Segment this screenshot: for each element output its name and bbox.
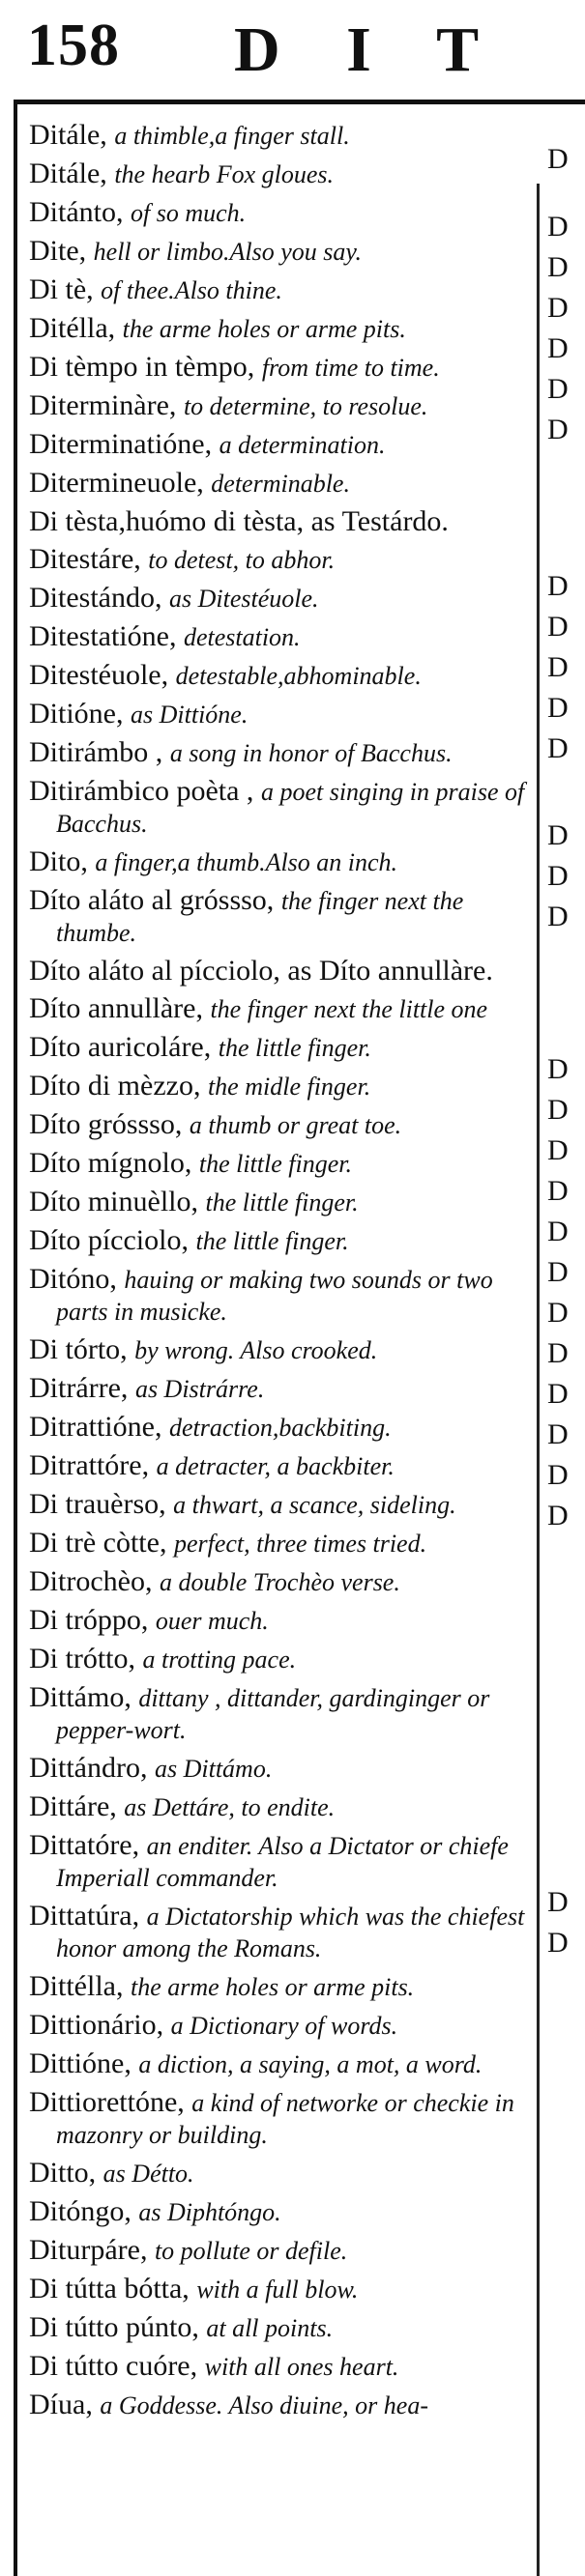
entry-headword: Ditestéuole,: [29, 659, 169, 691]
entry-headword: Ditále,: [29, 157, 107, 189]
entry-definition: hell or limbo.Also you say.: [93, 238, 362, 266]
entry-headword: Diturpáre,: [29, 2234, 148, 2266]
entry-definition: as Dittámo.: [154, 1755, 273, 1783]
entry-headword: Di tórto,: [29, 1333, 128, 1365]
dictionary-entry: [29, 1148, 530, 1180]
edge-letter: D: [547, 819, 569, 851]
entry-definition: to pollute or defile.: [154, 2237, 348, 2265]
dictionary-entry: [29, 313, 530, 345]
dictionary-entry: [29, 737, 530, 769]
entry-definition: determinable.: [211, 470, 350, 498]
entry-headword: Díto auricoláre,: [29, 1031, 212, 1063]
entry-headword: Dittióne,: [29, 2047, 132, 2079]
entry-definition: detraction,backbiting.: [168, 1414, 392, 1442]
entry-headword: Di trótto,: [29, 1643, 135, 1674]
edge-letter: D: [547, 570, 569, 602]
entry-definition: an enditer. Also a Dictator or chiefe Imperiall commander.: [56, 1832, 509, 1892]
running-head: D I T: [234, 14, 505, 85]
entry-definition: as Dettáre, to endite.: [124, 1793, 336, 1821]
entry-definition: a trotting pace.: [142, 1646, 297, 1674]
entry-headword: Di tèmpo in tèmpo,: [29, 351, 255, 383]
dictionary-entry: [29, 1264, 530, 1328]
entry-headword: Di tútto cuóre,: [29, 2350, 198, 2382]
dictionary-entry: [29, 1489, 530, 1521]
dictionary-entry: [29, 2048, 530, 2080]
entry-definition: the arme holes or arme pits.: [130, 1973, 415, 2001]
dictionary-entry: [29, 2196, 530, 2228]
entry-headword: Ditále,: [29, 119, 107, 151]
dictionary-entry: [29, 1225, 530, 1257]
entry-definition: a poet singing in praise of Bacchus.: [56, 778, 525, 838]
dictionary-entry: [29, 2351, 530, 2383]
entry-definition: the finger next the little one: [210, 995, 488, 1023]
entry-headword: Díto di mèzzo,: [29, 1070, 201, 1102]
entry-headword: Díto gróssso,: [29, 1108, 183, 1140]
dictionary-entry: [29, 1334, 530, 1366]
header-rule: [14, 100, 585, 104]
dictionary-entry: [29, 352, 530, 384]
entry-definition: a kind of networke or checkie in mazonry or building.: [56, 2089, 514, 2149]
entry-headword: Ditestatióne,: [29, 620, 177, 652]
dictionary-entry: [29, 699, 530, 730]
edge-letter: D: [547, 332, 569, 364]
entry-definition: a Goddesse. Also diuine, or hea-: [100, 2391, 428, 2419]
dictionary-entry: [29, 1412, 530, 1444]
dictionary-entry: [29, 956, 530, 987]
entry-definition: as Diphtóngo.: [138, 2198, 281, 2226]
edge-letter: D: [547, 292, 569, 324]
entry-headword: Díto pícciolo,: [29, 1224, 189, 1256]
entry-headword: Di tè,: [29, 273, 94, 305]
edge-letter: D: [547, 692, 569, 724]
entry-definition: a detracter, a backbiter.: [156, 1452, 395, 1480]
dictionary-entry: [29, 993, 530, 1025]
edge-letter: D: [547, 732, 569, 764]
entry-headword: Di tútta bótta,: [29, 2273, 190, 2304]
dictionary-entry: [29, 197, 530, 229]
entry-definition: to determine, to resolue.: [183, 392, 428, 420]
dictionary-entry: [29, 236, 530, 268]
entry-headword: Díto mígnolo,: [29, 1147, 192, 1179]
entry-headword: Diterminatióne,: [29, 428, 213, 460]
dictionary-entry: [29, 583, 530, 615]
entry-headword: Di tútto púnto,: [29, 2311, 199, 2343]
dictionary-entry: [29, 158, 530, 190]
edge-letter: D: [547, 1459, 569, 1491]
dictionary-entry: [29, 2010, 530, 2042]
entry-headword: Ditióne,: [29, 698, 124, 730]
edge-letter: D: [547, 1337, 569, 1369]
entry-definition: detestable,abhominable.: [175, 662, 422, 690]
edge-letter: D: [547, 1175, 569, 1207]
entry-definition: a diction, a saying, a mot, a word.: [138, 2050, 483, 2078]
entry-definition: ouer much.: [155, 1607, 269, 1635]
dictionary-entry: [29, 1901, 530, 1964]
dictionary-entry: [29, 1644, 530, 1675]
entry-headword: Ditestándo,: [29, 582, 162, 614]
dictionary-entry: [29, 1528, 530, 1560]
dictionary-entry: [29, 2087, 530, 2151]
entry-headword: Dittáre,: [29, 1790, 117, 1822]
entry-definition: the little finger.: [198, 1150, 352, 1178]
dictionary-entry: [29, 885, 530, 949]
edge-letter: D: [547, 1886, 569, 1918]
entry-definition: of thee.Also thine.: [101, 276, 282, 304]
adjacent-column-fragment: [545, 0, 585, 2576]
entry-definition: to detest, to abhor.: [148, 546, 336, 574]
page-number: 158: [27, 13, 120, 78]
entry-headword: Di trauèrso,: [29, 1488, 166, 1520]
edge-letter: D: [547, 1053, 569, 1085]
entry-definition: detestation.: [183, 623, 301, 651]
entry-headword: Dite,: [29, 235, 87, 267]
entry-definition: by wrong. Also crooked.: [134, 1336, 378, 1364]
entry-headword: Ditóngo,: [29, 2195, 132, 2227]
entry-headword: Díto minuèllo,: [29, 1186, 198, 1217]
entry-headword: Dittionário,: [29, 2009, 164, 2041]
dictionary-entry: [29, 2158, 530, 2190]
left-border-rule: [14, 100, 17, 2576]
edge-letter: D: [547, 373, 569, 405]
dictionary-entry: [29, 1791, 530, 1823]
entry-headword: Ditrattóre,: [29, 1449, 150, 1481]
entry-definition: a thwart, a scance, sideling.: [173, 1491, 456, 1519]
entry-headword: Ditóno,: [29, 1263, 117, 1295]
entry-headword: Ditánto,: [29, 196, 124, 228]
dictionary-entry: [29, 1450, 530, 1482]
dictionary-entry: [29, 274, 530, 306]
dictionary-entry: [29, 776, 530, 840]
dictionary-entry: [29, 2312, 530, 2344]
dictionary-entry: [29, 1109, 530, 1141]
entry-definition: a thimble,a finger stall.: [114, 122, 350, 150]
entry-headword: Dittándro,: [29, 1752, 148, 1784]
entry-definition: from time to time.: [261, 354, 440, 382]
entry-list: [29, 120, 530, 2428]
edge-letter: D: [547, 1500, 569, 1531]
entry-headword: Ditirámbico poèta ,: [29, 775, 254, 807]
edge-letter: D: [547, 1256, 569, 1288]
column-divider-rule: [537, 184, 540, 2576]
page-header: [14, 12, 585, 99]
entry-headword: Ditrochèo,: [29, 1565, 153, 1597]
entry-definition: the midle finger.: [207, 1073, 371, 1101]
entry-headword: Díua,: [29, 2389, 93, 2420]
edge-letter: D: [547, 1216, 569, 1247]
dictionary-entry: [29, 390, 530, 422]
entry-definition: as Ditestéuole.: [168, 585, 319, 613]
edge-letter: D: [547, 414, 569, 445]
entry-definition: with all ones heart.: [204, 2353, 399, 2381]
dictionary-entry: [29, 1830, 530, 1894]
entry-definition: as Distrárre.: [134, 1375, 265, 1403]
dictionary-entry: [29, 1971, 530, 2003]
edge-letter: D: [547, 1297, 569, 1329]
edge-letter: D: [547, 611, 569, 643]
dictionary-entry: [29, 2274, 530, 2305]
entry-headword: Dittatúra,: [29, 1900, 140, 1932]
edge-letter: D: [547, 143, 569, 175]
dictionary-entry: [29, 1032, 530, 1064]
entry-headword: Díto aláto al gróssso,: [29, 884, 275, 916]
entry-definition: hauing or making two sounds or two parts in musicke.: [56, 1266, 493, 1326]
entry-headword: Ditestáre,: [29, 543, 141, 575]
entry-definition: of so much.: [131, 199, 247, 227]
entry-headword: Dito,: [29, 845, 88, 877]
entry-headword: Diterminàre,: [29, 389, 177, 421]
edge-letter: D: [547, 651, 569, 683]
entry-headword: Díto aláto al pícciolo, as Díto annullàre.: [29, 955, 493, 987]
dictionary-entry: [29, 429, 530, 461]
dictionary-entry: [29, 2390, 530, 2421]
dictionary-entry: [29, 2235, 530, 2267]
entry-headword: Dittatóre,: [29, 1829, 140, 1861]
entry-definition: as Détto.: [102, 2160, 194, 2188]
entry-headword: Dittiorettóne,: [29, 2086, 185, 2118]
entry-headword: Ditrárre,: [29, 1372, 129, 1404]
entry-definition: a double Trochèo verse.: [159, 1568, 400, 1596]
entry-definition: perfect, three times tried.: [173, 1530, 427, 1558]
entry-headword: Ditélla,: [29, 312, 116, 344]
entry-definition: a Dictatorship which was the chiefest honor among the Romans.: [56, 1903, 525, 1962]
entry-definition: the little finger.: [218, 1034, 371, 1062]
entry-headword: Ditermineuole,: [29, 467, 204, 499]
entry-headword: Dittélla,: [29, 1970, 124, 2002]
edge-letter: D: [547, 251, 569, 283]
edge-letter: D: [547, 1927, 569, 1959]
dictionary-entry: [29, 1566, 530, 1598]
edge-letter: D: [547, 1094, 569, 1126]
dictionary-entry: [29, 120, 530, 152]
edge-letter: D: [547, 1418, 569, 1450]
entry-definition: with a full blow.: [196, 2275, 359, 2304]
edge-letter: D: [547, 1378, 569, 1410]
dictionary-entry: [29, 1753, 530, 1785]
dictionary-entry: [29, 468, 530, 500]
entry-definition: the little finger.: [195, 1227, 349, 1255]
edge-letter: D: [547, 1134, 569, 1166]
entry-headword: Ditto,: [29, 2157, 97, 2189]
dictionary-entry: [29, 1187, 530, 1218]
entry-headword: Díto annullàre,: [29, 992, 203, 1024]
entry-headword: Di tróppo,: [29, 1604, 149, 1636]
entry-definition: the arme holes or arme pits.: [122, 315, 406, 343]
entry-headword: Ditirámbo ,: [29, 736, 163, 768]
entry-definition: a determination.: [219, 431, 386, 459]
dictionary-entry: [29, 1071, 530, 1102]
dictionary-entry: [29, 846, 530, 878]
edge-letter: D: [547, 860, 569, 892]
entry-headword: Ditrattióne,: [29, 1411, 162, 1443]
dictionary-entry: [29, 621, 530, 653]
entry-headword: Di tèsta,huómo di tèsta, as Testárdo.: [29, 505, 449, 537]
entry-definition: a finger,a thumb.Also an inch.: [95, 848, 398, 876]
entry-definition: the finger next the thumbe.: [56, 887, 464, 947]
entry-definition: the hearb Fox gloues.: [114, 160, 335, 188]
edge-letter: D: [547, 901, 569, 932]
entry-definition: a thumb or great toe.: [189, 1111, 402, 1139]
dictionary-entry: [29, 1373, 530, 1405]
entry-definition: at all points.: [206, 2314, 334, 2342]
entry-definition: the little finger.: [205, 1188, 359, 1216]
dictionary-entry: [29, 1605, 530, 1637]
entry-definition: a song in honor of Bacchus.: [169, 739, 453, 767]
entry-definition: a Dictionary of words.: [170, 2012, 398, 2040]
entry-headword: Dittámo,: [29, 1681, 132, 1713]
dictionary-entry: [29, 506, 530, 537]
dictionary-entry: [29, 660, 530, 692]
entry-definition: as Dittióne.: [131, 701, 249, 729]
dictionary-entry: [29, 1682, 530, 1746]
entry-headword: Di trè còtte,: [29, 1527, 167, 1559]
dictionary-entry: [29, 544, 530, 576]
edge-letter: D: [547, 211, 569, 243]
entry-definition: dittany , dittander, gardinginger or pepper-wort.: [56, 1684, 490, 1744]
